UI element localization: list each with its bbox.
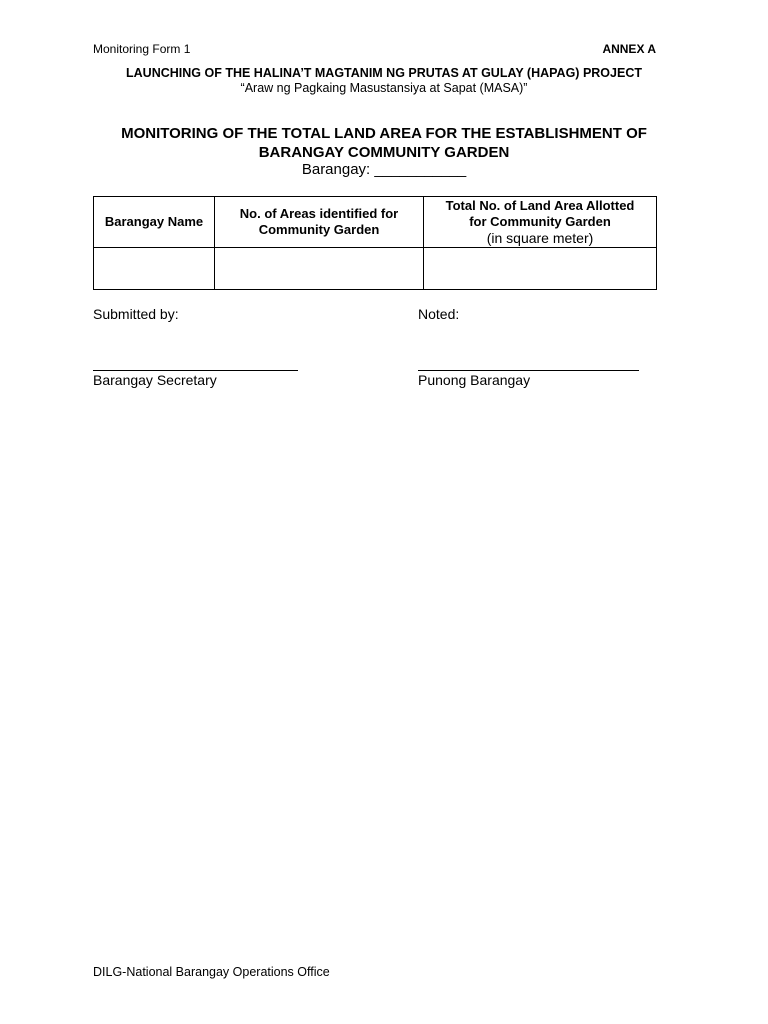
document-title-line1: MONITORING OF THE TOTAL LAND AREA FOR THE ESTABLISHMENT OF — [121, 125, 647, 142]
column-header-total-land-area: Total No. of Land Area Allotted for Community Garden (in square meter) — [424, 197, 657, 248]
submitted-role: Barangay Secretary — [93, 372, 217, 388]
table-row — [94, 248, 657, 290]
land-area-table — [93, 196, 657, 290]
submitted-by-label: Submitted by: — [93, 306, 179, 322]
noted-label: Noted: — [418, 306, 460, 322]
form-label: Monitoring Form 1 — [93, 42, 191, 56]
project-title: LAUNCHING OF THE HALINA’T MAGTANIM NG PRUTAS AT GULAY (HAPAG) PROJECT — [126, 66, 642, 80]
submitted-signature-line — [93, 370, 298, 371]
cell-barangay-name[interactable] — [94, 248, 215, 290]
column-header-barangay-name: Barangay Name — [94, 197, 215, 248]
cell-areas-identified[interactable] — [215, 248, 424, 290]
annex-label: ANNEX A — [602, 42, 656, 56]
barangay-field: Barangay: ___________ — [301, 161, 467, 178]
cell-total-land-area[interactable] — [424, 248, 657, 290]
noted-signature-line — [418, 370, 639, 371]
table-header-row — [94, 197, 657, 248]
document-title-line2: BARANGAY COMMUNITY GARDEN — [258, 144, 510, 161]
column-header-areas-identified: No. of Areas identified for Community Garden — [215, 197, 424, 248]
footer-office: DILG-National Barangay Operations Office — [93, 965, 330, 979]
project-subtitle: “Araw ng Pagkaing Masustansiya at Sapat (MASA)” — [240, 81, 528, 95]
noted-role: Punong Barangay — [418, 372, 531, 388]
